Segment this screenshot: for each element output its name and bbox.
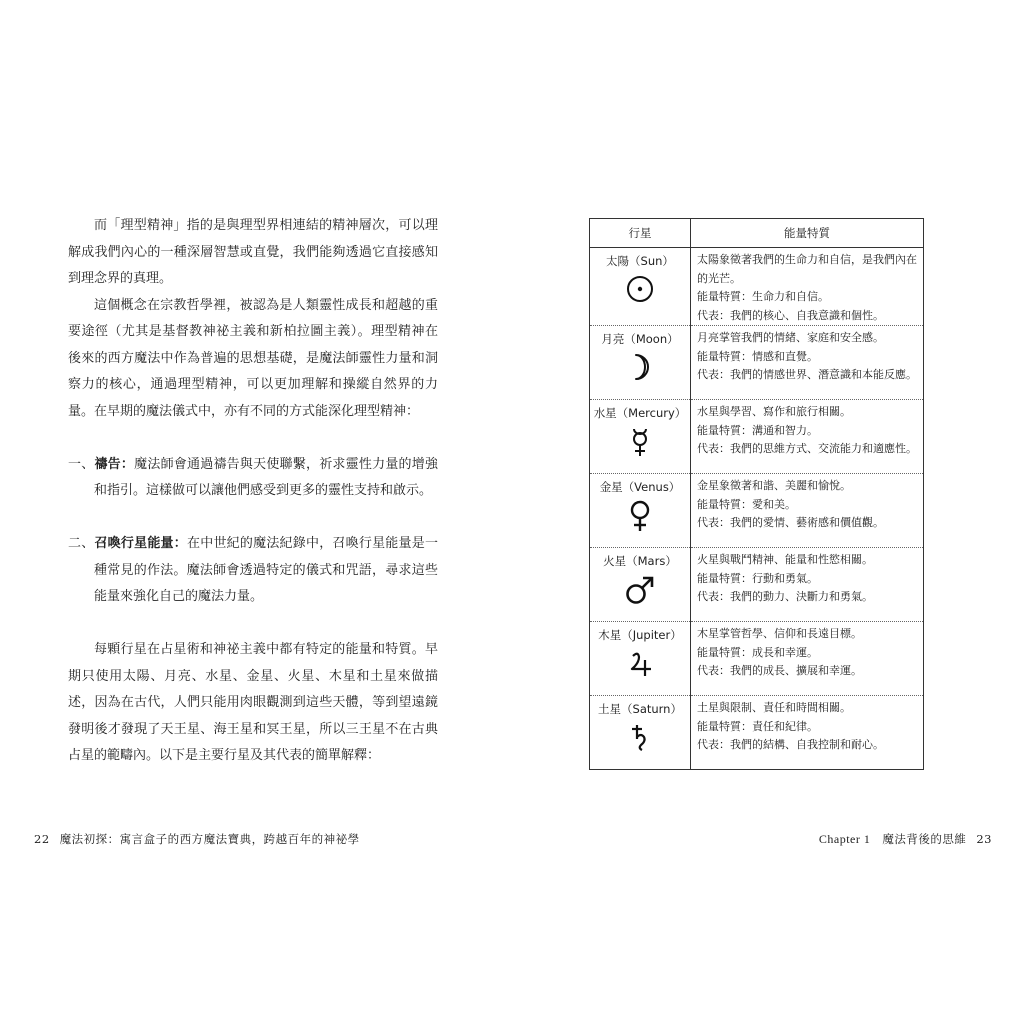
- planet-name: 金星（Venus）: [599, 480, 681, 494]
- book-title: 魔法初探：寓言盒子的西方魔法寶典，跨越百年的神祕學: [59, 832, 360, 846]
- desc-line: 木星掌管哲學、信仰和長遠目標。: [697, 627, 862, 640]
- desc-line: 能量特質：責任和紀律。: [697, 719, 818, 733]
- header-planet: 行星: [590, 219, 691, 248]
- desc-line: 能量特質：生命力和自信。: [697, 290, 829, 303]
- planet-name: 火星（Mars）: [603, 554, 677, 568]
- list-item-prayer: [68, 452, 438, 505]
- jupiter-icon: [625, 648, 655, 678]
- paragraph-3: 每顆行星在占星術和神祕主義中都有特定的能量和特質。早期只使用太陽、月亮、水星、金星、火星、木星和土星來做描述，因為在古代，人們只能用肉眼觀測到這些天體，等到望遠鏡發明後才發現了天王星、海王星和冥王星，所以三王星不在古典占星的範疇內。以下是主要行星及其代表的簡單解釋：: [68, 642, 438, 763]
- list-text: 魔法師會通過禱告與天使聯繫，祈求靈性力量的增強和指引。這樣做可以讓他們感受到更多的靈性支持和啟示。: [94, 456, 438, 498]
- table-row: [590, 474, 924, 548]
- mercury-icon: [625, 426, 655, 458]
- desc-line: 能量特質：情感和直覺。: [697, 349, 818, 363]
- desc-line: 能量特質：溝通和智力。: [697, 423, 818, 437]
- saturn-icon: [625, 722, 655, 752]
- desc-line: 能量特質：行動和勇氣。: [697, 571, 818, 585]
- desc-line: 能量特質：愛和美。: [697, 497, 796, 511]
- desc-line: 月亮掌管我們的情緒、家庭和安全感。: [697, 331, 884, 344]
- list-heading: 禱告：: [94, 456, 135, 472]
- page-number-left: 22: [34, 832, 50, 846]
- planet-name: 木星（Jupiter）: [598, 628, 682, 642]
- desc-line: 太陽象徵著我們的生命力和自信，是我們內在: [697, 253, 917, 266]
- desc-line: 金星象徵著和諧、美麗和愉悅。: [697, 479, 851, 492]
- desc-line: 水星與學習、寫作和旅行相關。: [697, 405, 851, 418]
- chapter-label: Chapter 1: [818, 832, 871, 846]
- list-item-invocation: [68, 531, 438, 611]
- list-text: 在中世紀的魔法紀錄中，召喚行星能量是一種常見的作法。魔法師會透過特定的儀式和咒語，尋求這些能量來強化自己的魔法力量。: [94, 536, 438, 604]
- desc-line: 代表：我們的動力、決斷力和勇氣。: [697, 590, 873, 603]
- desc-line: 火星與戰鬥精神、能量和性慾相關。: [697, 553, 873, 566]
- table-row: [590, 400, 924, 474]
- desc-line: 代表：我們的結構、自我控制和耐心。: [697, 738, 884, 751]
- chapter-title: 魔法背後的思維: [882, 832, 967, 846]
- mars-icon: [624, 574, 656, 606]
- left-page-text: [68, 213, 438, 770]
- desc-line: 代表：我們的核心、自我意識和個性。: [697, 308, 884, 322]
- table-row: [590, 622, 924, 696]
- paragraph-1: 而「理型精神」指的是與理型界相連結的精神層次，可以理解成我們內心的一種深層智慧或直覺，我們能夠透過它直接感知到理念界的真理。: [68, 218, 438, 286]
- footer-right: [819, 831, 992, 847]
- header-energy: 能量特質: [691, 219, 924, 248]
- page-number-right: 23: [976, 832, 992, 846]
- desc-line: 代表：我們的思維方式、交流能力和適應性。: [697, 442, 917, 455]
- planet-table: [589, 218, 924, 770]
- desc-line: 土星與限制、責任和時間相關。: [697, 701, 851, 714]
- desc-line: 代表：我們的愛情、藝術感和價值觀。: [697, 516, 884, 529]
- list-number: 一、: [68, 456, 95, 472]
- desc-line: 的光芒。: [697, 271, 741, 285]
- desc-line: 代表：我們的成長、擴展和幸運。: [697, 664, 862, 677]
- venus-icon: [625, 500, 655, 532]
- table-row: [590, 548, 924, 622]
- table-row: [590, 696, 924, 770]
- footer-left: [34, 831, 360, 847]
- list-number: 二、: [68, 536, 95, 551]
- planet-name: 土星（Saturn）: [598, 702, 682, 716]
- moon-icon: [625, 352, 655, 382]
- list-heading: 召喚行星能量：: [94, 536, 187, 551]
- planet-name: 太陽（Sun）: [606, 254, 674, 268]
- planet-name: 月亮（Moon）: [601, 332, 679, 346]
- table-row: [590, 326, 924, 400]
- desc-line: 代表：我們的情感世界、潛意識和本能反應。: [697, 368, 917, 381]
- planet-name: 水星（Mercury）: [593, 406, 687, 420]
- sun-icon: [625, 274, 655, 304]
- paragraph-2: 這個概念在宗教哲學裡，被認為是人類靈性成長和超越的重要途徑（尤其是基督教神祕主義和新柏拉圖主義）。理型精神在後來的西方魔法中作為普遍的思想基礎，是魔法師靈性力量和洞察力的核心，通過理型精神，可以更加理解和操縱自然界的力量。在早期的魔法儀式中，亦有不同的方式能深化理型精神：: [68, 297, 438, 419]
- desc-line: 能量特質：成長和幸運。: [697, 645, 818, 659]
- table-row: [590, 248, 924, 326]
